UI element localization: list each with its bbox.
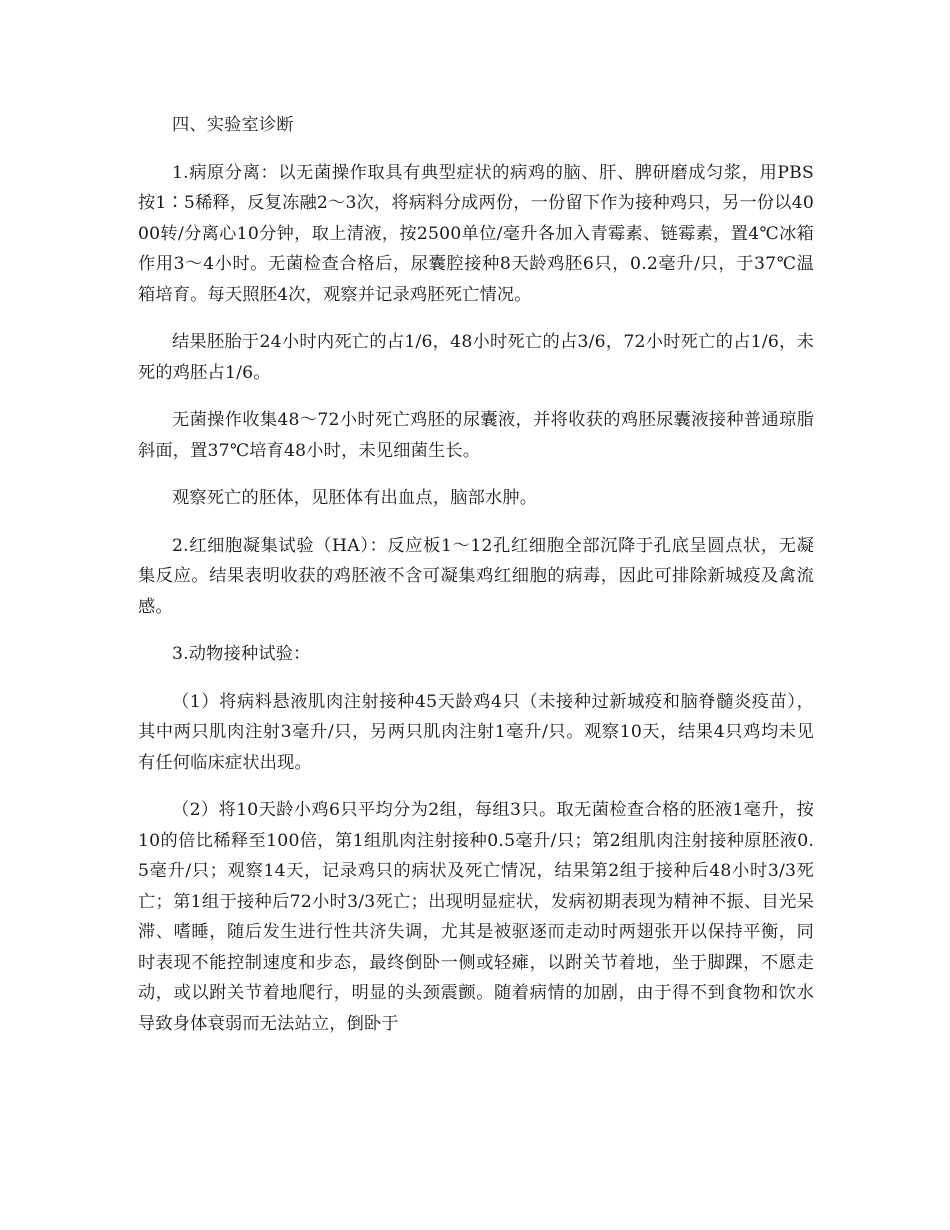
paragraph-pathogen-isolation: 1.病原分离：以无菌操作取具有典型症状的病鸡的脑、肝、脾研磨成匀浆，用PBS按1∶5稀释，反复冻融2～3次，将病料分成两份，一份留下作为接种鸡只，另一份以4000转/分离心10分钟，取上清液，按2500单位/毫升各加入青霉素、链霉素，置4℃冰箱作用3～4小时。无菌检查合格后，尿囊腔接种8天龄鸡胚6只，0.2毫升/只，于37℃温箱培育。每天照胚4次，观察并记录鸡胚死亡情况。 (138, 162, 814, 305)
paragraph-inoculation-2: （2）将10天龄小鸡6只平均分为2组，每组3只。取无菌检查合格的胚液1毫升，按10的倍比稀释至100倍，第1组肌肉注射接种0.5毫升/只；第2组肌肉注射接种原胚液0.5毫升/只；观察14天，记录鸡只的病状及死亡情况，结果第2组于接种后48小时3/3死亡；第1组于接种后72小时3/3死亡；出现明显症状，发病初期表现为精神不振、目光呆滞、嗜睡，随后发生进行性共济失调，尤其是被驱逐而走动时两翅张开以保持平衡，同时表现不能控制速度和步态，最终倒卧一侧或轻瘫，以跗关节着地，坐于脚踝，不愿走动，或以跗关节着地爬行，明显的头颈震颤。随着病情的加剧，由于得不到食物和饮水导致身体衰弱而无法站立，倒卧于 (138, 800, 814, 1034)
paragraph-animal-inoculation-heading: 3.动物接种试验： (172, 644, 311, 664)
section-title: 四、实验室诊断 (172, 115, 294, 135)
document-body (138, 110, 814, 1056)
paragraph-ha-test: 2.红细胞凝集试验（HA）：反应板1～12孔红细胞全部沉降于孔底呈圆点状，无凝集反应。结果表明收获的鸡胚液不含可凝集鸡红细胞的病毒，因此可排除新城疫及禽流感。 (138, 535, 814, 617)
paragraph-embryo-observation: 观察死亡的胚体，见胚体有出血点，脑部水肿。 (172, 488, 538, 508)
paragraph-embryo-results: 结果胚胎于24小时内死亡的占1/6，48小时死亡的占3/6，72小时死亡的占1/6，未死的鸡胚占1/6。 (138, 332, 814, 383)
paragraph-inoculation-1: （1）将病料悬液肌肉注射接种45天龄鸡4只（未接种过新城疫和脑脊髓炎疫苗），其中两只肌肉注射3毫升/只，另两只肌肉注射1毫升/只。观察10天，结果4只鸡均未见有任何临床症状出现。 (138, 691, 814, 773)
paragraph-allantoic-fluid: 无菌操作收集48～72小时死亡鸡胚的尿囊液，并将收获的鸡胚尿囊液接种普通琼脂斜面，置37℃培育48小时，未见细菌生长。 (138, 410, 814, 461)
